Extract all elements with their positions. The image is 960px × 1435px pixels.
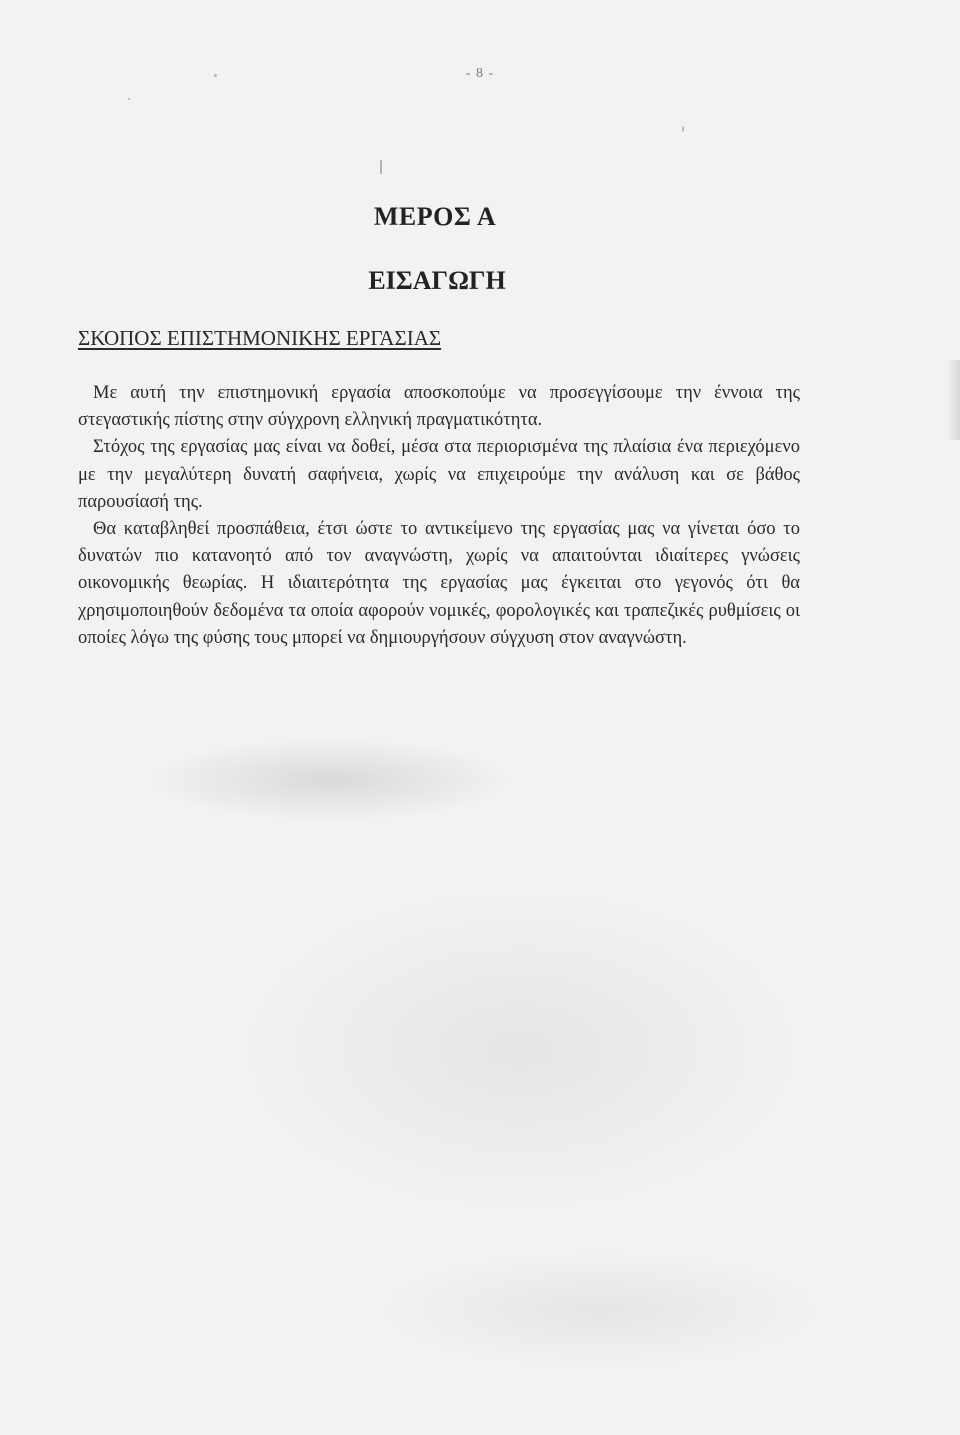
paragraph-1: Με αυτή την επιστημονική εργασία αποσκοπούμε να προσεγγίσουμε την έννοια της στεγαστικής πίστης στην σύγχρονη ελληνική πραγματικότητα. [78,383,800,431]
scan-speck [128,98,130,100]
page-number: - 8 - [465,66,495,81]
scan-speck [682,126,684,132]
paragraph-2: Στόχος της εργασίας μας είναι να δοθεί, μέσα στα περιορισμένα της πλαίσια ένα περιεχόμενο με την μεγαλύτερη δυνατή σαφήνεια, χωρίς να επιχειρούμε την ανάλυση και σε βάθος παρουσίασή της. [78,437,800,512]
part-title: ΜΕΡΟΣ Α [373,202,497,231]
section-heading: ΣΚΟΠΟΣ ΕΠΙΣΤΗΜΟΝΙΚΗΣ ΕΡΓΑΣΙΑΣ [78,326,442,350]
scan-speck [380,160,382,174]
body-text [78,380,800,652]
scan-edge-shadow [946,360,960,440]
intro-title: ΕΙΣΑΓΩΓΗ [368,266,506,295]
paragraph-3: Θα καταβληθεί προσπάθεια, έτσι ώστε το αντικείμενο της εργασίας μας να γίνεται όσο το δυνατών πιο κατανοητό από τον αναγνώστη, χωρίς να απαιτούνται ιδιαίτερες γνώσεις οικονομικής θεωρίας. Η ιδιαιτερότητα της εργασίας μας έγκειται στο γεγονός ότι θα χρησιμοποιηθούν δεδομένα τα οποία αφορούν νομικές, φορολογικές και τραπεζικές ρυθμίσεις οι οποίες λόγω της φύσης τους μπορεί να δημιουργήσουν σύγχυση στον αναγνώστη. [78,519,800,648]
